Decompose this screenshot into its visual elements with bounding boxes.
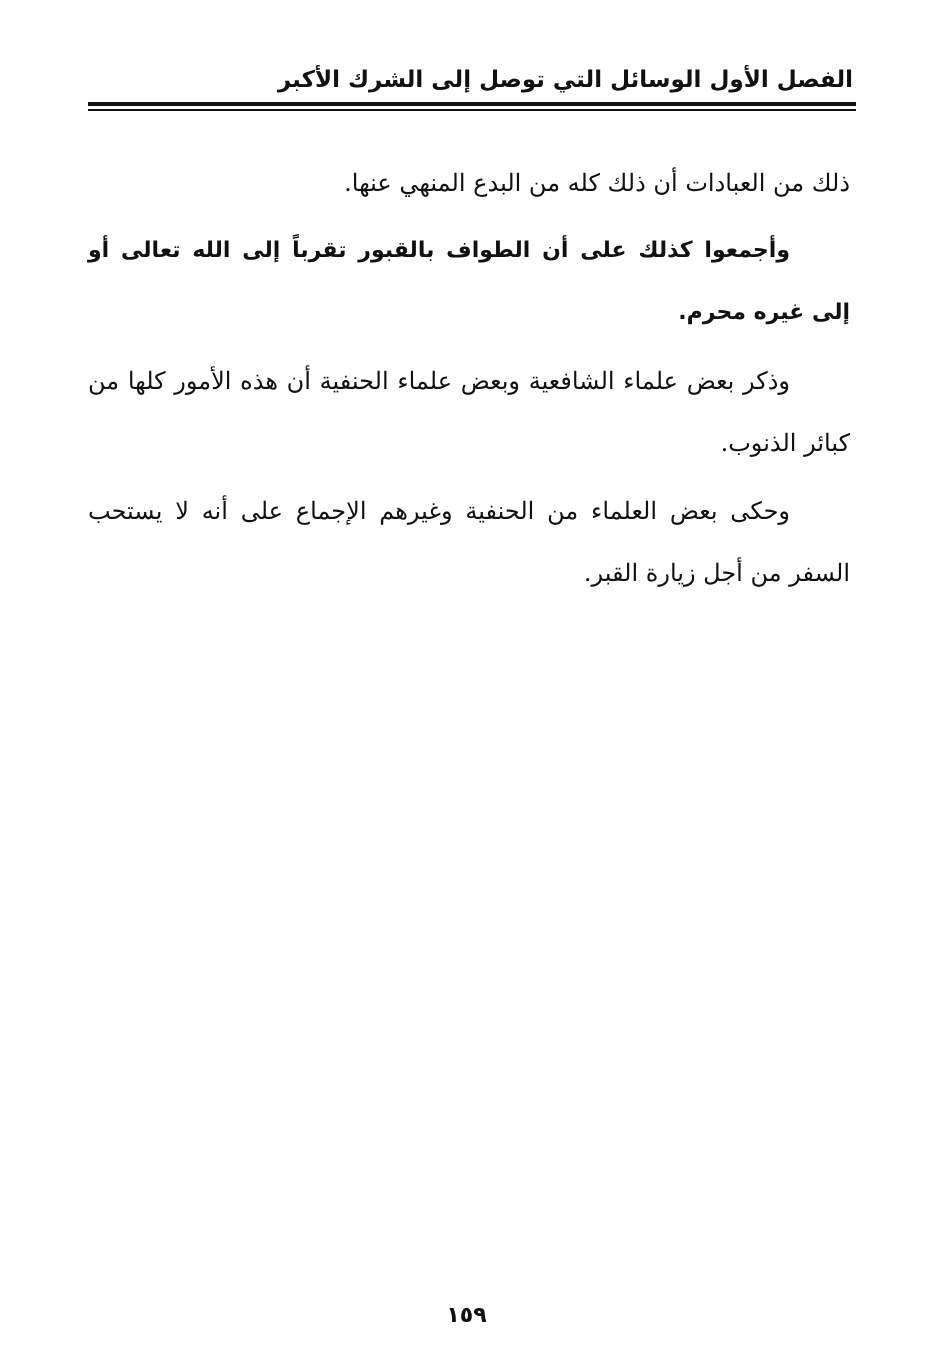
paragraph-continuation: ذلك من العبادات أن ذلك كله من البدع المنهي عنها. bbox=[344, 169, 850, 197]
paragraph-major-sins: وذكر بعض علماء الشافعية وبعض علماء الحنفية أن هذه الأمور كلها من كبائر الذنوب. bbox=[88, 367, 850, 457]
header-rule-thin bbox=[88, 109, 856, 111]
header-rule-thick bbox=[88, 102, 856, 106]
running-header-title: الفصل الأول الوسائل التي توصل إلى الشرك الأكبر bbox=[277, 67, 853, 93]
paragraph-travel-grave: وحكى بعض العلماء من الحنفية وغيرهم الإجماع على أنه لا يستحب السفر من أجل زيارة القبر. bbox=[88, 497, 850, 587]
paragraph-consensus-tawaf: وأجمعوا كذلك على أن الطواف بالقبور تقرباً إلى الله تعالى أو إلى غيره محرم. bbox=[88, 238, 850, 325]
body-text bbox=[88, 152, 850, 610]
page-number: ١٥٩ bbox=[446, 1303, 487, 1328]
